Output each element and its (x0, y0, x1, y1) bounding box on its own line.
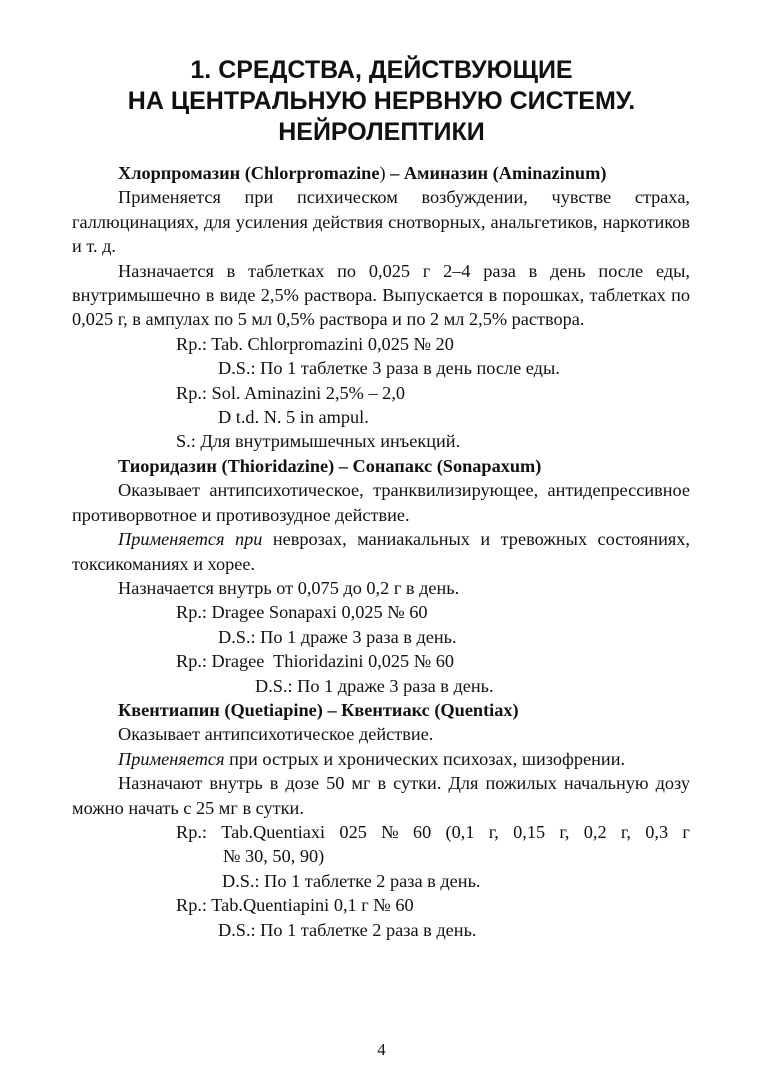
drug-heading-quetiapine: Квентиапин (Quetiapine) – Квентиакс (Quentiax) (118, 699, 519, 720)
rx-word: г (682, 821, 690, 842)
rx-word: № (381, 821, 399, 842)
prescription-wrapped (72, 820, 690, 869)
usage-text: при острых и хронических психозах, шизофрении. (224, 748, 626, 769)
heading-part: – Аминазин (Aminazinum) (385, 163, 607, 183)
prescription-line: Rp.: Dragee Sonapaxi 0,025 № 60 (176, 602, 428, 623)
prescription-line: Rp.: Tab. Chlorpromazini 0,025 № 20 (176, 333, 454, 354)
quetiapine-effect: Оказывает антипсихотическое действие. (118, 724, 434, 745)
prescription-continuation: № 30, 50, 90) (223, 846, 325, 867)
chlorpromazine-usage: Применяется при психическом возбуждении, чувстве страха, галлюцинациях, для усиления действия снотворных, анальгетиков, наркотиков и т. д. (72, 187, 690, 257)
rx-word: Tab.Quentiaxi (221, 821, 326, 842)
prescription-signature: D.S.: По 1 таблетке 2 раза в день. (222, 870, 481, 891)
drug-heading-chlorpromazine (72, 161, 690, 185)
usage-italic: Применяется при (118, 529, 263, 550)
heading-part: Хлорпромазин (Chlorpromazine (118, 163, 380, 183)
thioridazine-dosage: Назначается внутрь от 0,075 до 0,2 г в день. (118, 577, 460, 598)
rx-word: 0,2 (583, 821, 607, 842)
rx-word: г, (559, 821, 570, 842)
quetiapine-dosage: Назначают внутрь в дозе 50 мг в сутки. Для пожилых начальную дозу можно начать с 25 мг в сутки. (72, 773, 690, 818)
usage-italic: Применяется (118, 748, 225, 769)
prescription-line: Rp.: Dragee Thioridazini 0,025 № 60 (176, 651, 455, 672)
chapter-title-line-3: НЕЙРОЛЕПТИКИ (278, 118, 485, 146)
prescription-dispense: D t.d. N. 5 in ampul. (218, 407, 369, 428)
chapter-title (0, 55, 763, 148)
prescription-signature: D.S.: По 1 таблетке 2 раза в день. (218, 919, 477, 940)
rx-word: 60 (412, 821, 432, 842)
heading-paren: ) (379, 163, 386, 183)
chapter-title-line-2: НА ЦЕНТРАЛЬНУЮ НЕРВНУЮ СИСТЕМУ. (127, 87, 636, 115)
usage-text: неврозах, маниакальных и тревожных состояниях, токсикоманиях и хорее. (72, 529, 690, 574)
drug-heading-thioridazine: Тиоридазин (Thioridazine) – Сонапакс (Sonapaxum) (118, 455, 542, 476)
prescription-signature: D.S.: По 1 таблетке 3 раза в день после еды. (218, 358, 560, 379)
thioridazine-effect: Оказывает антипсихотическое, транквилизирующее, антидепрессивное противорвотное и противозудное действие. (72, 480, 690, 525)
quetiapine-usage (72, 747, 690, 771)
rx-word: Rp.: (176, 821, 207, 842)
prescription-line: Rp.: Sol. Aminazini 2,5% – 2,0 (176, 382, 406, 403)
rx-word: 025 (339, 821, 367, 842)
chlorpromazine-dosage: Назначается в таблетках по 0,025 г 2–4 раза в день после еды, внутримышечно в виде 2,5% раствора. Выпускается в порошках, таблетках по 0,025 г, в ампулах по 5 мл 0,5% раствора и по 2 мл 2,5% раствора. (72, 260, 690, 330)
rx-word: 0,3 (645, 821, 669, 842)
page-number: 4 (377, 1040, 386, 1059)
prescription-signature: D.S.: По 1 драже 3 раза в день. (218, 626, 457, 647)
thioridazine-usage (72, 527, 690, 576)
prescription-line-justified (176, 820, 690, 844)
prescription-signature: S.: Для внутримышечных инъекций. (176, 431, 461, 452)
rx-word: (0,1 (445, 821, 475, 842)
rx-word: 0,15 (513, 821, 546, 842)
rx-word: г, (620, 821, 631, 842)
prescription-line: Rp.: Tab.Quentiapini 0,1 г № 60 (176, 895, 414, 916)
document-body (72, 161, 690, 942)
chapter-title-line-1: 1. СРЕДСТВА, ДЕЙСТВУЮЩИЕ (190, 56, 573, 84)
prescription-signature: D.S.: По 1 драже 3 раза в день. (255, 675, 494, 696)
rx-word: г, (488, 821, 499, 842)
